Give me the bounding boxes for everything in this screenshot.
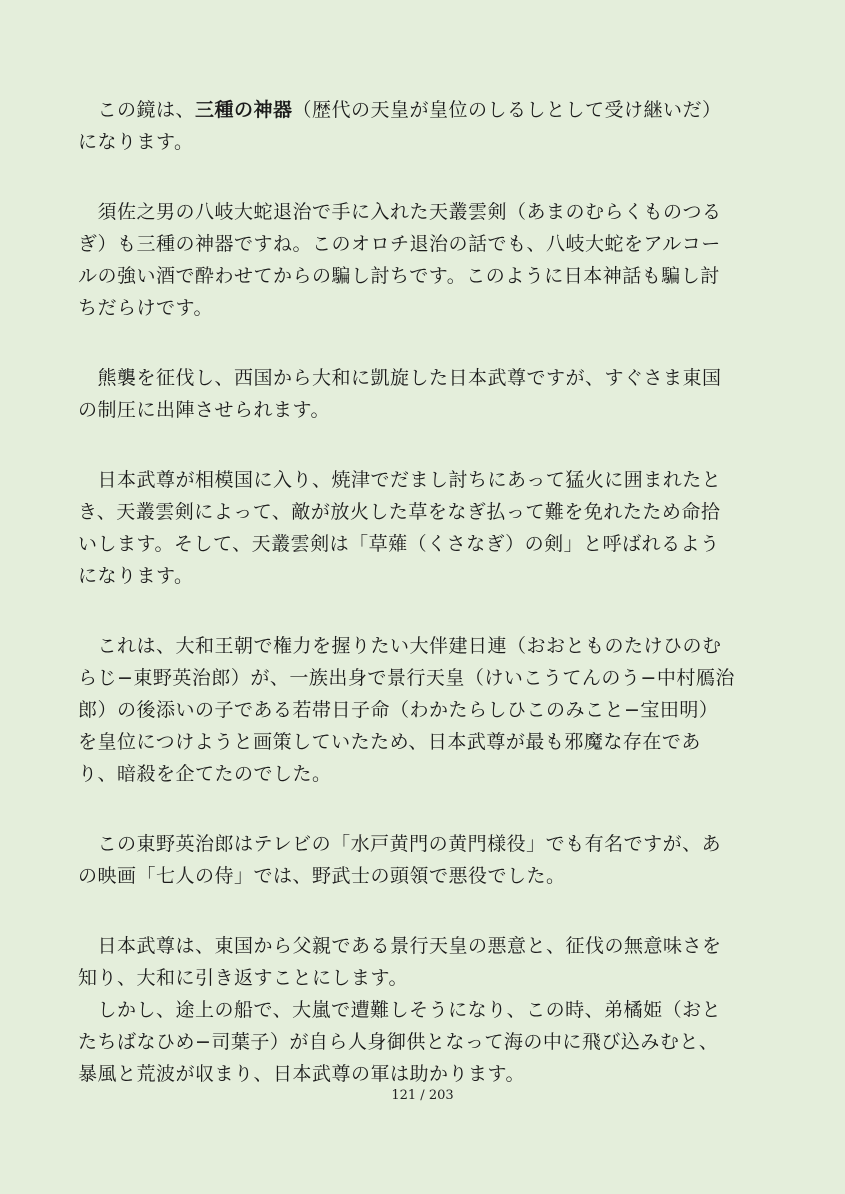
text-line: 郎）の後添いの子である若帯日子命（わかたらしひこのみこと−宝田明） bbox=[78, 699, 719, 721]
emphasized-term: 三種の神器 bbox=[195, 99, 293, 121]
text-line: き、天叢雲剣によって、敵が放火した草をなぎ払って難を免れたため命拾 bbox=[78, 501, 721, 523]
text-run: この鏡は、 bbox=[78, 99, 196, 121]
text-line: ルの強い酒で酔わせてからの騙し討ちです。このように日本神話も騙し討 bbox=[78, 265, 720, 287]
page-indicator: 121 / 203 bbox=[391, 1088, 454, 1103]
text-line: ちだらけです。 bbox=[78, 297, 213, 319]
text-line: 暴風と荒波が収まり、日本武尊の軍は助かります。 bbox=[78, 1063, 525, 1085]
text-line: 熊襲を征伐し、西国から大和に凱旋した日本武尊ですが、すぐさま東国 bbox=[78, 367, 722, 389]
paragraph bbox=[78, 362, 768, 426]
text-line: り、暗殺を企てたのでした。 bbox=[78, 763, 332, 785]
text-run: （歴代の天皇が皇位のしるしとして受け継いだ） bbox=[292, 99, 722, 121]
paragraph bbox=[78, 630, 768, 790]
text-line: ぎ）も三種の神器ですね。このオロチ退治の話でも、八岐大蛇をアルコー bbox=[78, 233, 721, 255]
document-body bbox=[78, 94, 768, 1090]
text-line: 日本武尊が相模国に入り、焼津でだまし討ちにあって猛火に囲まれたと bbox=[78, 469, 722, 491]
text-line: 日本武尊は、東国から父親である景行天皇の悪意と、征伐の無意味さを bbox=[78, 935, 722, 957]
text-line: 知り、大和に引き返すことにします。 bbox=[78, 967, 408, 989]
text-line: この東野英治郎はテレビの「水戸黄門の黄門様役」でも有名ですが、あ bbox=[78, 833, 722, 855]
text-line: を皇位につけようと画策していたため、日本武尊が最も邪魔な存在であ bbox=[78, 731, 701, 753]
text-line: の制圧に出陣させられます。 bbox=[78, 399, 330, 421]
text-line: 須佐之男の八岐大蛇退治で手に入れた天叢雲剣（あまのむらくものつる bbox=[78, 201, 722, 223]
paragraph bbox=[78, 464, 768, 592]
paragraph bbox=[78, 94, 768, 158]
text-line bbox=[78, 94, 768, 126]
text-line: これは、大和王朝で権力を握りたい大伴建日連（おおとものたけひのむ bbox=[78, 635, 722, 657]
text-line: の映画「七人の侍」では、野武士の頭領で悪役でした。 bbox=[78, 865, 566, 887]
text-line: たちばなひめ−司葉子）が自ら人身御供となって海の中に飛び込みむと、 bbox=[78, 1031, 719, 1053]
text-line: いします。そして、天叢雲剣は「草薙（くさなぎ）の剣」と呼ばれるよう bbox=[78, 533, 720, 555]
text-line: しかし、途上の船で、大嵐で遭難しそうになり、この時、弟橘姫（おと bbox=[78, 999, 722, 1021]
paragraph bbox=[78, 930, 768, 1090]
text-line: になります。 bbox=[78, 131, 194, 153]
text-line: になります。 bbox=[78, 565, 194, 587]
paragraph bbox=[78, 828, 768, 892]
text-line: らじ−東野英治郎）が、一族出身で景行天皇（けいこうてんのう−中村鴈治 bbox=[78, 667, 735, 689]
paragraph bbox=[78, 196, 768, 324]
